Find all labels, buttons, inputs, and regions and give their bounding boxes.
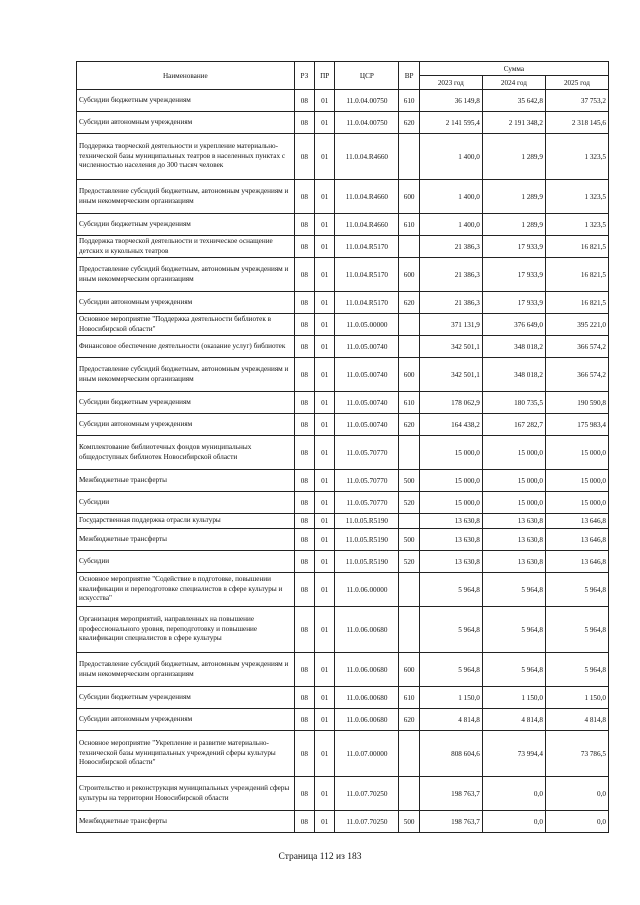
row-name: Субсидии автономным учреждениям: [77, 414, 295, 436]
row-sum-2025: 1 323,5: [545, 134, 608, 180]
row-rz: 08: [294, 180, 314, 214]
row-vr: 600: [399, 358, 419, 392]
row-pr: 01: [315, 292, 335, 314]
row-csr: 11.0.04.R4660: [335, 134, 399, 180]
row-vr: [399, 514, 419, 529]
row-pr: 01: [315, 180, 335, 214]
row-rz: 08: [294, 573, 314, 607]
row-sum-2024: 13 630,8: [482, 529, 545, 551]
row-pr: 01: [315, 358, 335, 392]
row-rz: 08: [294, 90, 314, 112]
row-name: Межбюджетные трансферты: [77, 470, 295, 492]
table-row: [77, 811, 609, 833]
table-row: [77, 258, 609, 292]
row-sum-2025: 1 323,5: [545, 180, 608, 214]
table-row: [77, 777, 609, 811]
row-vr: [399, 134, 419, 180]
row-name: Субсидии бюджетным учреждениям: [77, 214, 295, 236]
row-pr: 01: [315, 470, 335, 492]
row-vr: 620: [399, 112, 419, 134]
row-pr: 01: [315, 414, 335, 436]
row-sum-2024: 35 642,8: [482, 90, 545, 112]
row-sum-2024: 348 018,2: [482, 358, 545, 392]
row-sum-2024: 13 630,8: [482, 551, 545, 573]
row-sum-2025: 13 646,8: [545, 514, 608, 529]
row-sum-2023: 4 814,8: [419, 709, 482, 731]
header-year-2024: 2024 год: [482, 76, 545, 90]
row-sum-2023: 1 400,0: [419, 214, 482, 236]
row-vr: [399, 436, 419, 470]
row-sum-2023: 808 604,6: [419, 731, 482, 777]
row-sum-2024: 15 000,0: [482, 470, 545, 492]
row-sum-2024: 17 933,9: [482, 236, 545, 258]
row-rz: 08: [294, 607, 314, 653]
row-sum-2024: 13 630,8: [482, 514, 545, 529]
row-name: Субсидии: [77, 551, 295, 573]
row-csr: 11.0.04.R5170: [335, 258, 399, 292]
row-sum-2023: 342 501,1: [419, 358, 482, 392]
page-number: Страница 112 из 183: [278, 852, 362, 862]
table-row: [77, 236, 609, 258]
row-sum-2024: 167 282,7: [482, 414, 545, 436]
row-sum-2023: 15 000,0: [419, 492, 482, 514]
row-csr: 11.0.05.00740: [335, 414, 399, 436]
row-pr: 01: [315, 90, 335, 112]
row-pr: 01: [315, 551, 335, 573]
row-sum-2023: 164 438,2: [419, 414, 482, 436]
row-sum-2025: 1 323,5: [545, 214, 608, 236]
table-row: [77, 214, 609, 236]
row-pr: 01: [315, 436, 335, 470]
row-sum-2023: 1 150,0: [419, 687, 482, 709]
row-rz: 08: [294, 134, 314, 180]
row-rz: 08: [294, 336, 314, 358]
row-csr: 11.0.05.70770: [335, 436, 399, 470]
row-rz: 08: [294, 414, 314, 436]
row-rz: 08: [294, 653, 314, 687]
row-sum-2025: 5 964,8: [545, 607, 608, 653]
row-sum-2025: 4 814,8: [545, 709, 608, 731]
row-name: Государственная поддержка отрасли культуры: [77, 514, 295, 529]
row-rz: 08: [294, 258, 314, 292]
row-sum-2024: 0,0: [482, 811, 545, 833]
table-row: [77, 731, 609, 777]
row-sum-2023: 21 386,3: [419, 236, 482, 258]
table-row: [77, 336, 609, 358]
header-year-2023: 2023 год: [419, 76, 482, 90]
row-pr: 01: [315, 607, 335, 653]
row-name: Субсидии автономным учреждениям: [77, 112, 295, 134]
row-sum-2023: 1 400,0: [419, 180, 482, 214]
row-rz: 08: [294, 236, 314, 258]
row-pr: 01: [315, 236, 335, 258]
row-csr: 11.0.06.00000: [335, 573, 399, 607]
row-sum-2025: 366 574,2: [545, 336, 608, 358]
row-vr: [399, 731, 419, 777]
row-sum-2024: 5 964,8: [482, 607, 545, 653]
table-row: [77, 514, 609, 529]
row-pr: 01: [315, 573, 335, 607]
table-row: [77, 292, 609, 314]
row-rz: 08: [294, 436, 314, 470]
row-name: Субсидии бюджетным учреждениям: [77, 687, 295, 709]
row-vr: 620: [399, 292, 419, 314]
row-sum-2025: 0,0: [545, 811, 608, 833]
row-name: Основное мероприятие "Укрепление и развитие материально-технической базы муниципальных учреждений сферы культуры Новосибирской области": [77, 731, 295, 777]
header-vr: ВР: [399, 62, 419, 90]
table-row: [77, 112, 609, 134]
row-csr: 11.0.05.00000: [335, 314, 399, 336]
row-vr: 500: [399, 811, 419, 833]
row-pr: 01: [315, 653, 335, 687]
table-header: [77, 62, 609, 90]
table-row: [77, 492, 609, 514]
row-sum-2024: 0,0: [482, 777, 545, 811]
row-name: Финансовое обеспечение деятельности (оказание услуг) библиотек: [77, 336, 295, 358]
row-vr: [399, 777, 419, 811]
row-sum-2023: 13 630,8: [419, 551, 482, 573]
row-name: Субсидии автономным учреждениям: [77, 709, 295, 731]
row-csr: 11.0.05.R5190: [335, 551, 399, 573]
row-name: Комплектование библиотечных фондов муниципальных общедоступных библиотек Новосибирской области: [77, 436, 295, 470]
row-name: Субсидии бюджетным учреждениям: [77, 90, 295, 112]
row-pr: 01: [315, 529, 335, 551]
row-name: Основное мероприятие "Поддержка деятельности библиотек в Новосибирской области": [77, 314, 295, 336]
row-sum-2023: 5 964,8: [419, 653, 482, 687]
row-csr: 11.0.07.00000: [335, 731, 399, 777]
row-vr: 610: [399, 687, 419, 709]
row-sum-2024: 348 018,2: [482, 336, 545, 358]
row-rz: 08: [294, 112, 314, 134]
table-row: [77, 529, 609, 551]
row-sum-2023: 5 964,8: [419, 607, 482, 653]
table-row: [77, 607, 609, 653]
row-sum-2025: 73 786,5: [545, 731, 608, 777]
row-csr: 11.0.05.70770: [335, 470, 399, 492]
row-csr: 11.0.06.00680: [335, 653, 399, 687]
header-csr: ЦСР: [335, 62, 399, 90]
row-pr: 01: [315, 709, 335, 731]
row-sum-2025: 15 000,0: [545, 470, 608, 492]
row-sum-2024: 4 814,8: [482, 709, 545, 731]
row-sum-2024: 1 289,9: [482, 134, 545, 180]
row-pr: 01: [315, 258, 335, 292]
row-csr: 11.0.07.70250: [335, 811, 399, 833]
row-name: Субсидии автономным учреждениям: [77, 292, 295, 314]
row-sum-2024: 17 933,9: [482, 292, 545, 314]
row-csr: 11.0.06.00680: [335, 687, 399, 709]
row-vr: [399, 236, 419, 258]
row-pr: 01: [315, 811, 335, 833]
row-rz: 08: [294, 811, 314, 833]
row-sum-2023: 15 000,0: [419, 436, 482, 470]
row-rz: 08: [294, 514, 314, 529]
row-sum-2024: 5 964,8: [482, 573, 545, 607]
row-sum-2023: 13 630,8: [419, 529, 482, 551]
row-name: Предоставление субсидий бюджетным, автономным учреждениям и иным некоммерческим организациям: [77, 653, 295, 687]
row-vr: 520: [399, 551, 419, 573]
row-sum-2024: 1 289,9: [482, 214, 545, 236]
row-vr: 600: [399, 180, 419, 214]
row-pr: 01: [315, 112, 335, 134]
row-csr: 11.0.04.R5170: [335, 292, 399, 314]
header-pr: ПР: [315, 62, 335, 90]
row-rz: 08: [294, 358, 314, 392]
header-rz: РЗ: [294, 62, 314, 90]
row-sum-2024: 15 000,0: [482, 436, 545, 470]
header-year-2025: 2025 год: [545, 76, 608, 90]
row-csr: 11.0.06.00680: [335, 607, 399, 653]
row-csr: 11.0.05.R5190: [335, 529, 399, 551]
row-name: Основное мероприятие "Содействие в подготовке, повышении квалификации и переподготовке специалистов в сфере культуры и искусства": [77, 573, 295, 607]
row-csr: 11.0.05.70770: [335, 492, 399, 514]
row-sum-2023: 342 501,1: [419, 336, 482, 358]
row-pr: 01: [315, 134, 335, 180]
row-sum-2023: 15 000,0: [419, 470, 482, 492]
table-row: [77, 180, 609, 214]
row-name: Строительство и реконструкция муниципальных учреждений сферы культуры на территории Новосибирской области: [77, 777, 295, 811]
row-rz: 08: [294, 314, 314, 336]
row-sum-2025: 175 983,4: [545, 414, 608, 436]
row-sum-2023: 5 964,8: [419, 573, 482, 607]
row-csr: 11.0.04.R4660: [335, 214, 399, 236]
row-sum-2023: 198 763,7: [419, 777, 482, 811]
row-csr: 11.0.07.70250: [335, 777, 399, 811]
row-name: Межбюджетные трансферты: [77, 529, 295, 551]
budget-table: [76, 61, 609, 833]
row-vr: 600: [399, 653, 419, 687]
row-sum-2023: 371 131,9: [419, 314, 482, 336]
row-csr: 11.0.04.00750: [335, 112, 399, 134]
row-name: Субсидии бюджетным учреждениям: [77, 392, 295, 414]
table-row: [77, 134, 609, 180]
row-rz: 08: [294, 709, 314, 731]
row-sum-2023: 178 062,9: [419, 392, 482, 414]
row-vr: 620: [399, 414, 419, 436]
row-sum-2025: 16 821,5: [545, 236, 608, 258]
row-vr: 500: [399, 470, 419, 492]
row-pr: 01: [315, 731, 335, 777]
row-rz: 08: [294, 551, 314, 573]
header-sum: Сумма: [419, 62, 608, 76]
row-pr: 01: [315, 336, 335, 358]
row-sum-2024: 1 289,9: [482, 180, 545, 214]
row-name: Организация мероприятий, направленных на повышение профессионального уровня, переподготовку и повышение квалификации специалистов в сфере культуры: [77, 607, 295, 653]
row-rz: 08: [294, 687, 314, 709]
row-sum-2023: 2 141 595,4: [419, 112, 482, 134]
table-row: [77, 358, 609, 392]
row-sum-2025: 366 574,2: [545, 358, 608, 392]
row-sum-2024: 5 964,8: [482, 653, 545, 687]
row-sum-2025: 16 821,5: [545, 292, 608, 314]
row-pr: 01: [315, 214, 335, 236]
row-sum-2023: 198 763,7: [419, 811, 482, 833]
row-sum-2025: 0,0: [545, 777, 608, 811]
row-pr: 01: [315, 687, 335, 709]
row-sum-2025: 15 000,0: [545, 436, 608, 470]
table-row: [77, 314, 609, 336]
row-sum-2023: 21 386,3: [419, 258, 482, 292]
row-vr: [399, 607, 419, 653]
row-csr: 11.0.05.00740: [335, 336, 399, 358]
table-row: [77, 436, 609, 470]
row-sum-2025: 15 000,0: [545, 492, 608, 514]
row-sum-2025: 16 821,5: [545, 258, 608, 292]
row-name: Предоставление субсидий бюджетным, автономным учреждениям и иным некоммерческим организациям: [77, 358, 295, 392]
row-csr: 11.0.05.00740: [335, 358, 399, 392]
row-rz: 08: [294, 292, 314, 314]
row-rz: 08: [294, 777, 314, 811]
row-sum-2025: 5 964,8: [545, 653, 608, 687]
table-row: [77, 414, 609, 436]
row-sum-2025: 395 221,0: [545, 314, 608, 336]
row-sum-2024: 376 649,0: [482, 314, 545, 336]
row-vr: 500: [399, 529, 419, 551]
row-sum-2025: 190 590,8: [545, 392, 608, 414]
row-pr: 01: [315, 314, 335, 336]
table-row: [77, 653, 609, 687]
row-sum-2023: 21 386,3: [419, 292, 482, 314]
header-name: Наименование: [77, 62, 295, 90]
row-rz: 08: [294, 392, 314, 414]
row-sum-2025: 13 646,8: [545, 551, 608, 573]
row-name: Поддержка творческой деятельности и техническое оснащение детских и кукольных театров: [77, 236, 295, 258]
row-rz: 08: [294, 731, 314, 777]
row-csr: 11.0.05.00740: [335, 392, 399, 414]
row-sum-2025: 5 964,8: [545, 573, 608, 607]
table-row: [77, 709, 609, 731]
row-sum-2024: 17 933,9: [482, 258, 545, 292]
row-sum-2024: 15 000,0: [482, 492, 545, 514]
row-sum-2025: 2 318 145,6: [545, 112, 608, 134]
table-row: [77, 687, 609, 709]
row-sum-2024: 73 994,4: [482, 731, 545, 777]
row-vr: 520: [399, 492, 419, 514]
row-csr: 11.0.04.00750: [335, 90, 399, 112]
row-csr: 11.0.04.R4660: [335, 180, 399, 214]
row-vr: 620: [399, 709, 419, 731]
row-sum-2023: 13 630,8: [419, 514, 482, 529]
table-row: [77, 470, 609, 492]
row-sum-2024: 1 150,0: [482, 687, 545, 709]
row-sum-2024: 180 735,5: [482, 392, 545, 414]
row-vr: 610: [399, 214, 419, 236]
row-sum-2025: 37 753,2: [545, 90, 608, 112]
row-rz: 08: [294, 492, 314, 514]
row-vr: [399, 314, 419, 336]
row-pr: 01: [315, 777, 335, 811]
row-sum-2023: 1 400,0: [419, 134, 482, 180]
row-sum-2023: 36 149,8: [419, 90, 482, 112]
table-row: [77, 551, 609, 573]
row-vr: [399, 573, 419, 607]
row-vr: 600: [399, 258, 419, 292]
row-csr: 11.0.06.00680: [335, 709, 399, 731]
table-row: [77, 392, 609, 414]
row-vr: 610: [399, 90, 419, 112]
row-pr: 01: [315, 514, 335, 529]
row-vr: [399, 336, 419, 358]
row-rz: 08: [294, 470, 314, 492]
row-pr: 01: [315, 492, 335, 514]
row-name: Предоставление субсидий бюджетным, автономным учреждениям и иным некоммерческим организациям: [77, 258, 295, 292]
row-pr: 01: [315, 392, 335, 414]
row-name: Субсидии: [77, 492, 295, 514]
row-rz: 08: [294, 529, 314, 551]
row-csr: 11.0.05.R5190: [335, 514, 399, 529]
row-name: Поддержка творческой деятельности и укрепление материально-технической базы муниципальных театров в населенных пунктах с численностью населения до 300 тысяч человек: [77, 134, 295, 180]
table-row: [77, 90, 609, 112]
row-name: Предоставление субсидий бюджетным, автономным учреждениям и иным некоммерческим организациям: [77, 180, 295, 214]
row-sum-2025: 1 150,0: [545, 687, 608, 709]
table-body: [77, 90, 609, 833]
table-row: [77, 573, 609, 607]
row-csr: 11.0.04.R5170: [335, 236, 399, 258]
row-name: Межбюджетные трансферты: [77, 811, 295, 833]
row-sum-2024: 2 191 348,2: [482, 112, 545, 134]
row-sum-2025: 13 646,8: [545, 529, 608, 551]
row-vr: 610: [399, 392, 419, 414]
row-rz: 08: [294, 214, 314, 236]
